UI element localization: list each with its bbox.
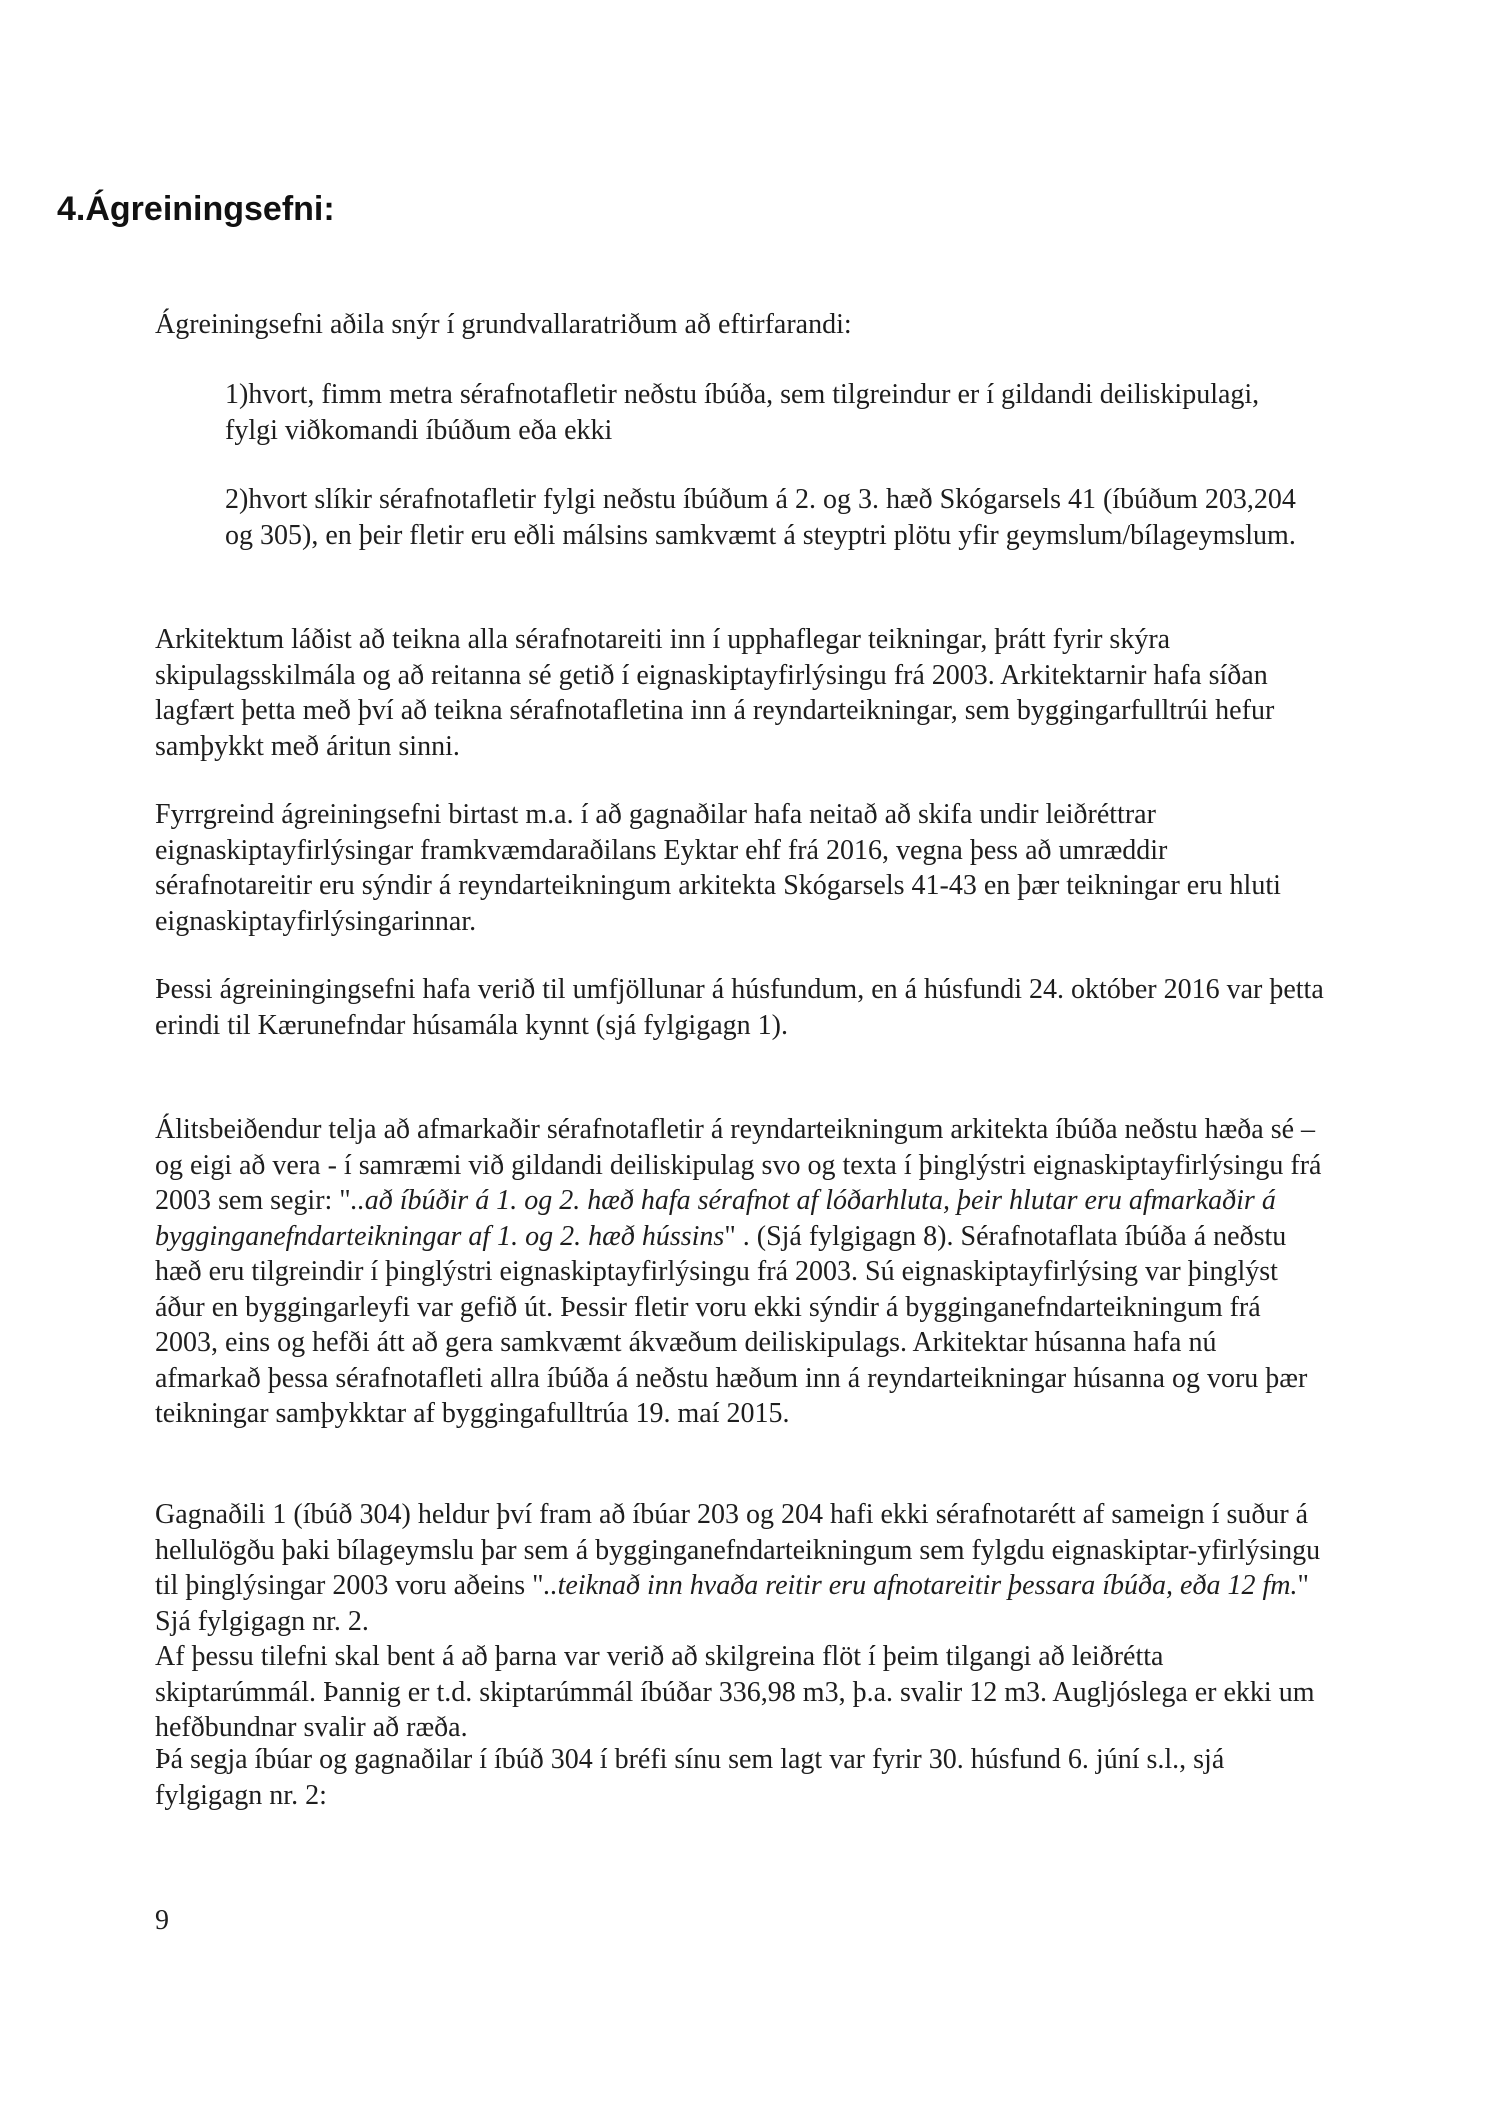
paragraph-respondent-quote: ..teiknað inn hvaða reitir eru afnotareitir þessara íbúða, eða 12 fm. xyxy=(543,1570,1298,1601)
paragraph-respondent-text-end: " Sjá fylgigagn nr. 2. xyxy=(155,1570,1309,1637)
paragraph-dispute: Fyrrgreind ágreiningsefni birtast m.a. í að gagnaðilar hafa neitað að skifa undir leiðréttrar eignaskiptayfirlýsingar framkvæmdaraðilans Eyktar ehf frá 2016, vegna þess að umræddir sérafnotareitir eru sýndir á reyndarteikningum arkitekta Skógarsels 41-43 en þær teikningar eru hluti eignaskiptayfirlýsingarinnar. xyxy=(155,799,1281,937)
paragraph-respondent-text: Gagnaðili 1 (íbúð 304) heldur því fram að íbúar 203 og 204 hafi ekki sérafnotarétt af sameign í suður á hellulögðu þaki bílageymslu þar sem á bygginganefndarteikningum sem fylgdu eignaskiptar-yfirlýsingu til þinglýsingar 2003 voru aðeins " xyxy=(155,1499,1321,1601)
paragraph-claimants xyxy=(155,1112,1325,1432)
paragraph-claimants-quote: ..að íbúðir á 1. og 2. hæð hafa sérafnot af lóðarhluta, þeir hlutar eru afmarkaðir á bygginganefndarteikningar af 1. og 2. hæð hússins xyxy=(155,1185,1276,1252)
page-number: 9 xyxy=(155,1905,169,1936)
list-item-1: 1)hvort, fimm metra sérafnotafletir neðstu íbúða, sem tilgreindur er í gildandi deiliskipulagi, fylgi viðkomandi íbúðum eða ekki xyxy=(225,379,1260,446)
intro-paragraph: Ágreiningsefni aðila snýr í grundvallaratriðum að eftirfarandi: xyxy=(155,309,852,340)
paragraph-meetings: Þessi ágreiningingsefni hafa verið til umfjöllunar á húsfundum, en á húsfundi 24. október 2016 var þetta erindi til Kærunefndar húsamála kynnt (sjá fylgigagn 1). xyxy=(155,974,1324,1041)
section-heading: 4.Ágreiningsefni: xyxy=(57,190,335,228)
paragraph-claimants-text-end: " . (Sjá fylgigagn 8). Sérafnotaflata íbúða á neðstu hæð eru tilgreindir í þinglýstri eignaskiptayfirlýsingu frá 2003. Sú eignaskiptayfirlýsing var þinglýst áður en byggingarleyfi var gefið út. Þessir fletir voru ekki sýndir á bygginganefndarteikningum frá 2003, eins og hefði átt að gera samkvæmt ákvæðum deiliskipulags. Arkitektar húsanna hafa nú afmarkað þessa sérafnotafleti allra íbúða á neðstu hæðum inn á reyndarteikningar húsanna og voru þær teikningar samþykktar af byggingafulltrúa 19. maí 2015. xyxy=(155,1220,1308,1429)
paragraph-architects: Arkitektum láðist að teikna alla sérafnotareiti inn í upphaflegar teikningar, þrátt fyrir skýra skipulagsskilmála og að reitanna sé getið í eignaskiptayfirlýsingu frá 2003. Arkitektarnir hafa síðan lagfært þetta með því að teikna sérafnotafletina inn á reyndarteikningar, sem byggingarfulltrúi hefur samþykkt með áritun sinni. xyxy=(155,624,1275,762)
paragraph-letter: Þá segja íbúar og gagnaðilar í íbúð 304 í bréfi sínu sem lagt var fyrir 30. húsfund 6. júní s.l., sjá fylgigagn nr. 2: xyxy=(155,1744,1225,1811)
paragraph-respondent-note: Af þessu tilefni skal bent á að þarna var verið að skilgreina flöt í þeim tilgangi að leiðrétta skiptarúmmál. Þannig er t.d. skiptarúmmál íbúðar 336,98 m3, þ.a. svalir 12 m3. Augljóslega er ekki um hefðbundnar svalir að ræða. xyxy=(155,1641,1315,1743)
list-item-2: 2)hvort slíkir sérafnotafletir fylgi neðstu íbúðum á 2. og 3. hæð Skógarsels 41 (íbúðum 203,204 og 305), en þeir fletir eru eðli málsins samkvæmt á steyptri plötu yfir geymslum/bílageymslum. xyxy=(225,484,1296,551)
paragraph-claimants-text: Álitsbeiðendur telja að afmarkaðir sérafnotafletir á reyndarteikningum arkitekta íbúða neðstu hæða sé – og eigi að vera - í samræmi við gildandi deiliskipulag svo og texta í þinglýstri eignaskiptayfirlýsingu frá 2003 sem segir: " xyxy=(155,1114,1322,1216)
paragraph-respondent xyxy=(155,1497,1325,1746)
